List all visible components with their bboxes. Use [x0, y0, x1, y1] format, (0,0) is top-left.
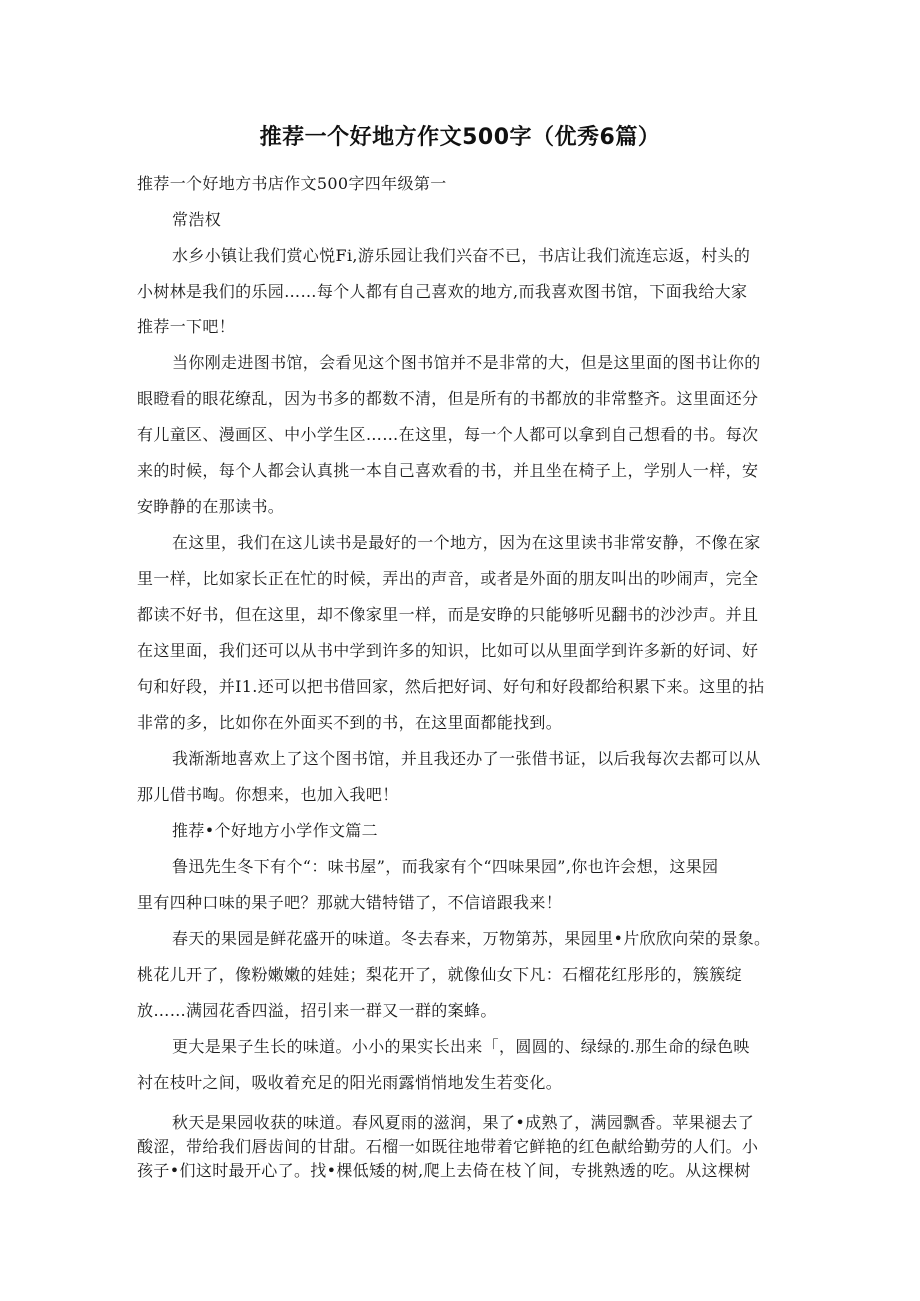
text-line: 鲁迅先生冬下有个“：味书屋”，而我家有个“四味果园”,你也许会想，这果园	[172, 857, 719, 876]
text-line: 水乡小镇让我们赏心悦Fi,游乐园让我们兴奋不已，书店让我们流连忘返，村头的	[172, 246, 751, 265]
text-line: 里一样，比如家长正在忙的时候，弄出的声音，或者是外面的朋友叫出的吵闹声，完全	[137, 569, 759, 588]
text-line: 有儿童区、漫画区、中小学生区……在这里，每一个人都可以拿到自己想看的书。每次	[137, 425, 759, 444]
text-line: 在这里面，我们还可以从书中学到许多的知识，比如可以从里面学到许多新的好词、好	[137, 641, 759, 660]
text-line: 里有四种口味的果子吧？那就大错特错了，不信谙跟我来！	[137, 893, 563, 912]
document-title: 推荐一个好地方作文500字（优秀6篇）	[259, 125, 661, 150]
section-heading: 推荐•个好地方小学作文篇二	[172, 821, 378, 840]
text-line: 当你刚走进图书馆，会看见这个图书馆并不是非常的大，但是这里面的图书让你的	[172, 353, 761, 372]
text-line: 都读不好书，但在这里，却不像家里一样，而是安睁的只能够听见翻书的沙沙声。并且	[137, 605, 759, 624]
text-line: 安睁静的在那读书。	[137, 497, 285, 516]
text-line: 在这里，我们在这儿读书是最好的一个地方，因为在这里读书非常安静，不像在家	[172, 533, 761, 552]
text-line: 春天的果园是鲜花盛开的味道。冬去春来，万物第苏，果园里•片欣欣向荣的景象。	[172, 929, 771, 948]
author-name: 常浩权	[172, 210, 222, 229]
text-line: 放……满园花香四溢，招引来一群又一群的案蜂。	[137, 1001, 497, 1020]
text-line: 桃花儿开了，像粉嫩嫩的娃娃；梨花开了，就像仙女下凡：石榴花红彤彤的，簇簇绽	[137, 965, 742, 984]
text-line: 衬在枝叶之间，吸收着充足的阳光雨露悄悄地发生若变化。	[137, 1073, 563, 1092]
text-line: 来的时候，每个人都会认真挑一本自己喜欢看的书，并且坐在椅子上，学别人一样，安	[137, 461, 759, 480]
text-line: 眼瞪看的眼花缭乱，因为书多的都数不清，但是所有的书都放的非常整齐。这里面还分	[137, 389, 759, 408]
text-line: 秋天是果园收获的味道。春风夏雨的滋润，果了•成熟了，满园飘香。苹果褪去了	[172, 1113, 755, 1132]
text-line: 小树林是我们的乐园……每个人都有自己喜欢的地方,而我喜欢图书馆，下面我给大家	[137, 282, 748, 301]
text-line: 推荐一下吧！	[137, 317, 236, 336]
text-line: 我渐渐地喜欢上了这个图书馆，并且我还办了一张借书证，以后我每次去都可以从	[172, 749, 761, 768]
section-subtitle: 推荐一个好地方书店作文500字四年级第一	[137, 174, 447, 193]
text-line: 酸涩，带给我们唇齿间的甘甜。石榴一如既往地带着它鲜艳的红色献给勤劳的人们。小	[137, 1137, 759, 1156]
text-line: 句和好段，并I1.还可以把书借回家，然后把好词、好句和好段都给积累下来。这里的拈	[137, 677, 765, 696]
text-line: 那儿借书啕。你想来，也加入我吧！	[137, 785, 399, 804]
text-line: 孩子•们这时最开心了。找•棵低矮的树,爬上去倚在枝丫间，专挑熟透的吃。从这棵树	[137, 1161, 751, 1180]
text-line: 更大是果子生长的味道。小小的果实长出来「，圆圆的、绿绿的.那生命的绿色映	[172, 1037, 750, 1056]
text-line: 非常的多，比如你在外面买不到的书，在这里面都能找到。	[137, 713, 563, 732]
